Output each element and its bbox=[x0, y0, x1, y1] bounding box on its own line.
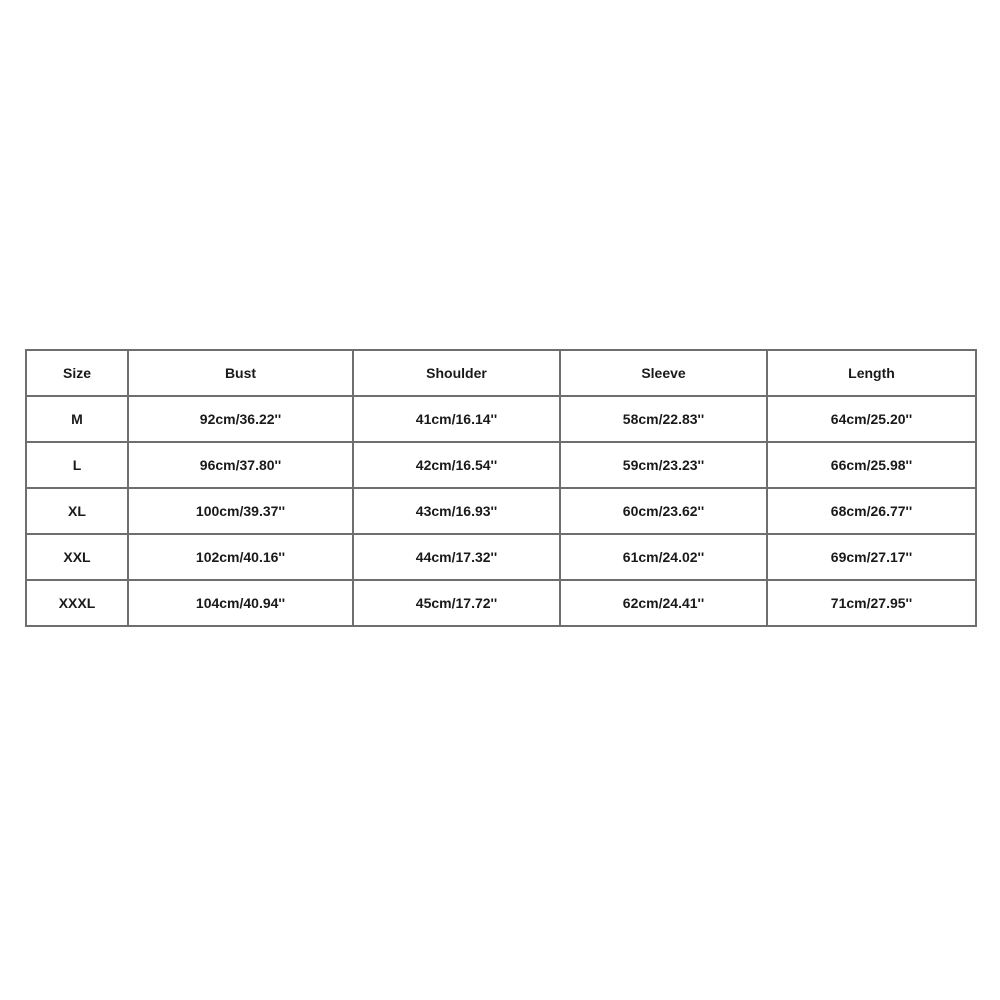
cell-length: 69cm/27.17'' bbox=[767, 534, 976, 580]
header-sleeve: Sleeve bbox=[560, 350, 767, 396]
header-shoulder: Shoulder bbox=[353, 350, 560, 396]
cell-shoulder: 45cm/17.72'' bbox=[353, 580, 560, 626]
table-header-row bbox=[26, 350, 976, 396]
table-row bbox=[26, 534, 976, 580]
cell-bust: 100cm/39.37'' bbox=[128, 488, 353, 534]
cell-size: XL bbox=[26, 488, 128, 534]
cell-length: 71cm/27.95'' bbox=[767, 580, 976, 626]
table-row bbox=[26, 442, 976, 488]
table-row bbox=[26, 580, 976, 626]
cell-shoulder: 41cm/16.14'' bbox=[353, 396, 560, 442]
cell-length: 64cm/25.20'' bbox=[767, 396, 976, 442]
header-length: Length bbox=[767, 350, 976, 396]
cell-bust: 92cm/36.22'' bbox=[128, 396, 353, 442]
cell-sleeve: 61cm/24.02'' bbox=[560, 534, 767, 580]
cell-size: L bbox=[26, 442, 128, 488]
size-chart-table bbox=[25, 349, 977, 627]
table-row bbox=[26, 488, 976, 534]
table-row bbox=[26, 396, 976, 442]
cell-shoulder: 42cm/16.54'' bbox=[353, 442, 560, 488]
header-bust: Bust bbox=[128, 350, 353, 396]
cell-size: M bbox=[26, 396, 128, 442]
cell-length: 68cm/26.77'' bbox=[767, 488, 976, 534]
cell-sleeve: 58cm/22.83'' bbox=[560, 396, 767, 442]
cell-bust: 102cm/40.16'' bbox=[128, 534, 353, 580]
cell-bust: 96cm/37.80'' bbox=[128, 442, 353, 488]
cell-sleeve: 59cm/23.23'' bbox=[560, 442, 767, 488]
cell-size: XXL bbox=[26, 534, 128, 580]
cell-size: XXXL bbox=[26, 580, 128, 626]
cell-sleeve: 62cm/24.41'' bbox=[560, 580, 767, 626]
cell-bust: 104cm/40.94'' bbox=[128, 580, 353, 626]
cell-shoulder: 44cm/17.32'' bbox=[353, 534, 560, 580]
cell-sleeve: 60cm/23.62'' bbox=[560, 488, 767, 534]
cell-shoulder: 43cm/16.93'' bbox=[353, 488, 560, 534]
header-size: Size bbox=[26, 350, 128, 396]
cell-length: 66cm/25.98'' bbox=[767, 442, 976, 488]
